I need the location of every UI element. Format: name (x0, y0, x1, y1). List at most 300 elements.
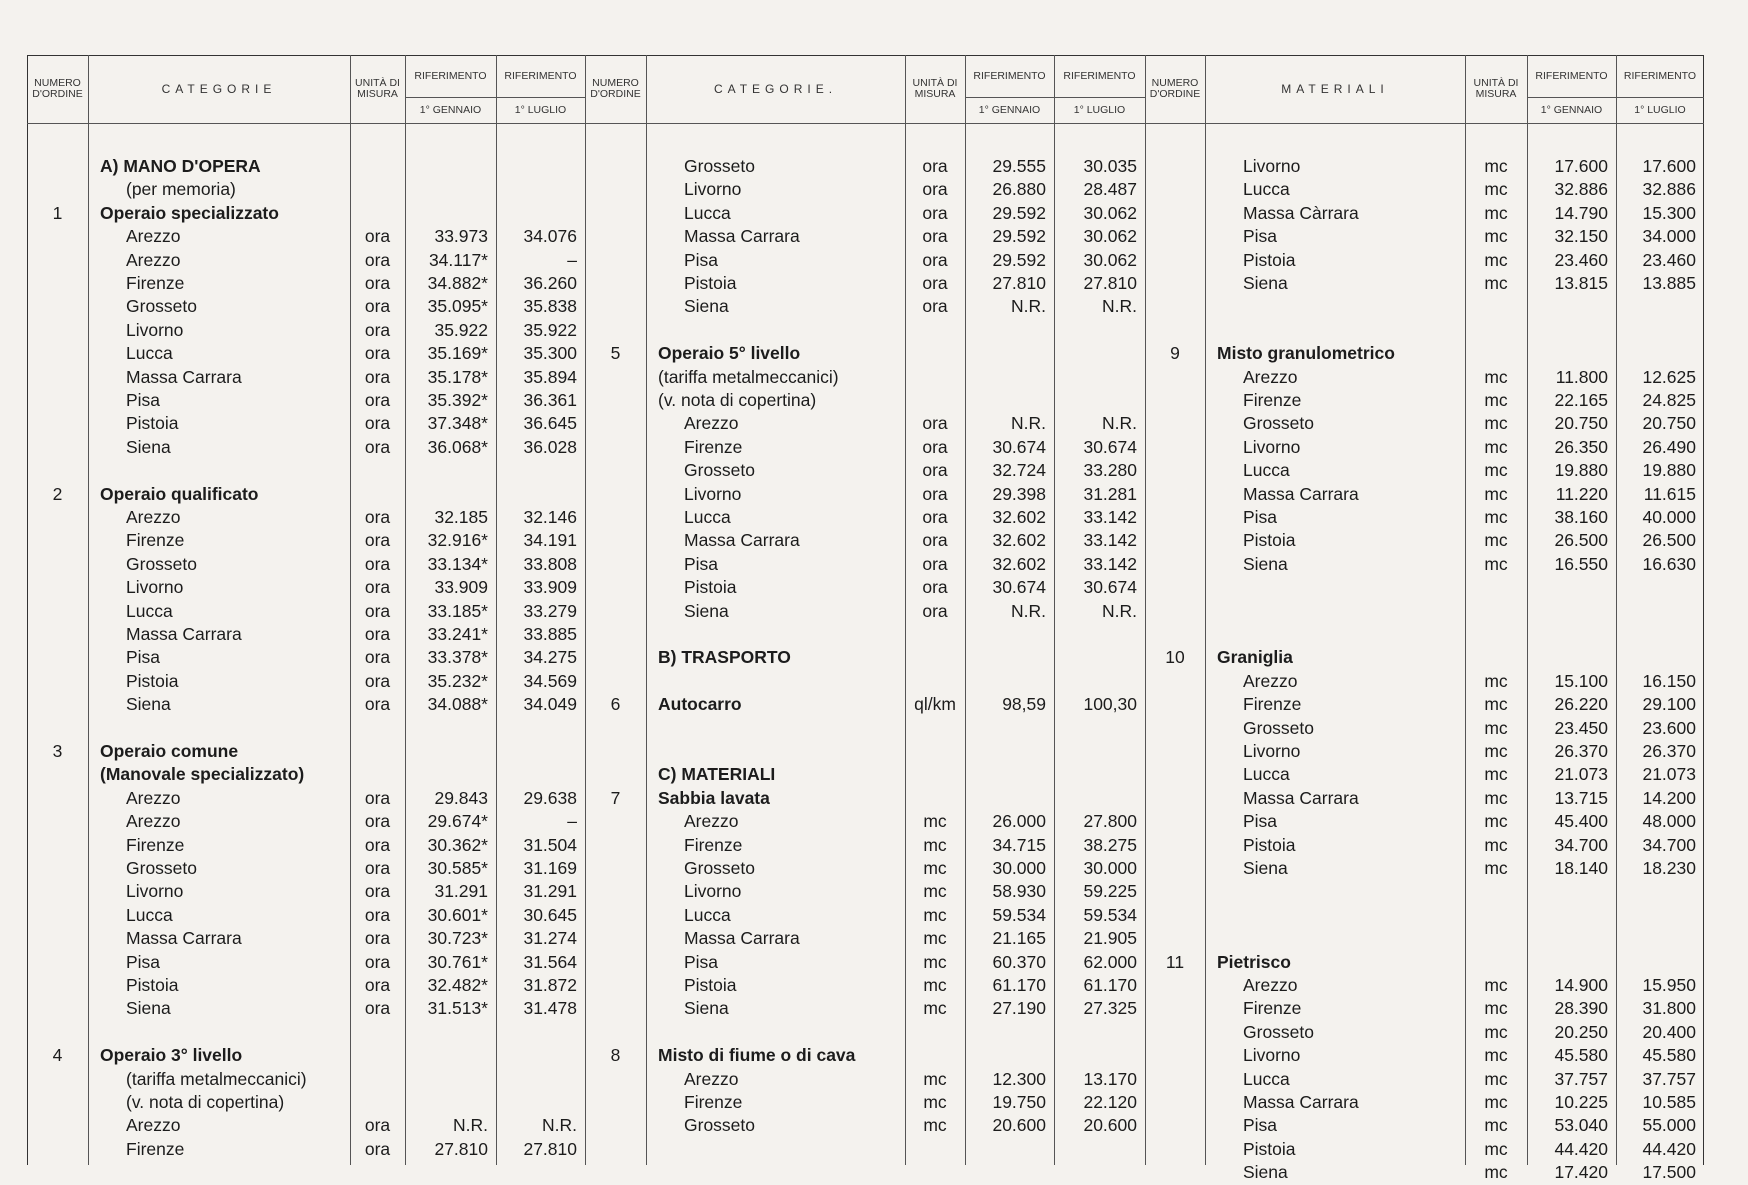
unit-of-measure: ora (364, 881, 391, 902)
row-number: 1 (52, 202, 63, 223)
province-name: Firenze (126, 273, 185, 293)
province-name: Arezzo (126, 507, 181, 527)
province-name: Arezzo (684, 413, 739, 434)
province-name: Lucca (1243, 179, 1290, 200)
value-january: 23.460 (1554, 249, 1608, 270)
province-name: Lucca (126, 904, 173, 925)
province-name: Massa Carrara (684, 928, 800, 949)
value-july: – (567, 249, 577, 270)
unit-of-measure: ora (364, 694, 391, 715)
value-july: 33.808 (523, 553, 577, 574)
value-january: 30.585* (427, 858, 488, 878)
value-july: 12.625 (1642, 366, 1696, 387)
value-january: 30.761* (427, 951, 488, 972)
value-january: 32.886 (1554, 179, 1608, 200)
value-january: 58.930 (992, 881, 1046, 902)
unit-of-measure: ora (364, 787, 391, 808)
province-name: Lucca (1243, 460, 1290, 481)
value-july: 33.885 (523, 624, 577, 644)
unit-of-measure: ora (922, 460, 948, 481)
value-july: 18.230 (1642, 858, 1696, 878)
province-name: Massa Carrara (1243, 787, 1359, 808)
unit-of-measure: ora (364, 904, 391, 925)
unit-of-measure: mc (923, 1115, 947, 1136)
category-title: Graniglia (1217, 647, 1293, 668)
header-riferimento: RIFERIMENTO (504, 69, 577, 82)
unit-of-measure: ora (364, 273, 391, 293)
value-january: 12.300 (992, 1068, 1046, 1089)
unit-of-measure: ora (364, 647, 391, 668)
unit-of-measure: mc (1484, 413, 1508, 434)
header-gennaio: 1° GENNAIO (1540, 103, 1603, 116)
value-january: 31.513* (427, 998, 488, 1019)
value-july: 27.325 (1083, 998, 1137, 1019)
value-july: 37.757 (1642, 1068, 1696, 1089)
value-july: 15.300 (1642, 202, 1696, 223)
row-number: 7 (610, 787, 621, 808)
unit-of-measure: ora (364, 670, 391, 691)
value-july: 34.700 (1642, 834, 1696, 855)
value-january: 36.068* (427, 436, 488, 457)
value-july: 59.534 (1083, 904, 1137, 925)
row-number: 5 (610, 343, 621, 364)
value-january: 20.250 (1554, 1021, 1608, 1042)
category-title: Pietrisco (1217, 951, 1291, 972)
value-january: 11.800 (1555, 366, 1608, 387)
value-july: 17.500 (1642, 1162, 1696, 1183)
value-january: 33.378* (427, 647, 488, 668)
unit-of-measure: mc (1484, 1162, 1508, 1183)
value-january: 53.040 (1554, 1115, 1608, 1136)
value-january: 35.392* (427, 390, 488, 410)
unit-of-measure: ora (364, 600, 391, 621)
province-name: Pisa (1243, 226, 1278, 247)
province-name: Pisa (684, 951, 719, 972)
value-january: 14.790 (1554, 202, 1608, 223)
province-name: Massa Carrara (1243, 1092, 1359, 1112)
province-name: Firenze (684, 436, 743, 457)
value-january: 35.232* (427, 670, 488, 691)
header-riferimento: RIFERIMENTO (414, 69, 487, 82)
unit-of-measure: ora (364, 366, 391, 387)
unit-of-measure: ora (922, 507, 948, 527)
province-name: Arezzo (126, 787, 181, 808)
value-january: 35.178* (427, 366, 488, 387)
unit-of-measure: mc (1484, 273, 1508, 293)
value-july: 33.909 (523, 577, 577, 598)
province-name: Arezzo (126, 1115, 181, 1136)
unit-of-measure: ora (922, 156, 948, 176)
value-january: N.R. (453, 1115, 488, 1136)
block-rule (1145, 55, 1146, 1165)
value-july: N.R. (1102, 413, 1137, 434)
province-name: Grosseto (684, 460, 755, 481)
unit-of-measure: ora (922, 202, 948, 223)
value-july: 34.191 (523, 530, 577, 551)
unit-of-measure: mc (1484, 249, 1508, 270)
category-title: Autocarro (658, 694, 742, 715)
header-categorie: CATEGORIE (161, 81, 277, 96)
unit-of-measure: mc (923, 811, 947, 832)
province-name: Massa Carrara (684, 226, 800, 247)
value-january: 32.602 (992, 553, 1046, 574)
unit-of-measure: mc (923, 834, 947, 855)
value-january: 26.350 (1554, 436, 1608, 457)
category-title: Operaio 3° livello (100, 1045, 243, 1066)
value-january: 98,59 (1002, 694, 1046, 715)
category-title: Misto granulometrico (1217, 343, 1395, 364)
unit-of-measure: ora (922, 249, 948, 270)
unit-of-measure: mc (1484, 834, 1508, 855)
unit-of-measure: ora (364, 577, 391, 598)
value-july: 100,30 (1083, 694, 1137, 715)
unit-of-measure: mc (1484, 553, 1508, 574)
province-name: Livorno (684, 179, 742, 200)
value-january: 32.482* (427, 975, 488, 995)
value-july: – (567, 811, 577, 832)
header-riferimento: RIFERIMENTO (973, 69, 1046, 82)
value-july: 35.838 (523, 296, 577, 317)
province-name: Livorno (1243, 741, 1301, 761)
value-january: 26.370 (1554, 741, 1608, 761)
unit-of-measure: mc (1484, 1021, 1508, 1042)
row-number: 4 (52, 1045, 63, 1066)
unit-of-measure: ora (364, 951, 391, 972)
category-title: Misto di fiume o di cava (658, 1045, 856, 1066)
unit-of-measure: mc (1484, 156, 1508, 176)
header-categorie: CATEGORIE. (713, 81, 838, 96)
unit-of-measure: ora (922, 179, 948, 200)
category-title: Operaio qualificato (100, 483, 259, 504)
value-july: 31.504 (523, 834, 577, 855)
province-name: Firenze (684, 1092, 743, 1112)
value-july: 55.000 (1642, 1115, 1696, 1136)
category-title: Sabbia lavata (658, 787, 770, 808)
header-numero: NUMERO D'ORDINE (590, 77, 641, 100)
value-july: 31.281 (1083, 483, 1137, 504)
value-july: 61.170 (1083, 975, 1137, 995)
header-luglio: 1° LUGLIO (514, 103, 567, 116)
value-january: 10.225 (1554, 1092, 1608, 1112)
unit-of-measure: ora (364, 553, 391, 574)
province-name: Livorno (126, 577, 184, 598)
header-luglio: 1° LUGLIO (1073, 103, 1126, 116)
unit-of-measure: mc (923, 858, 947, 878)
province-name: Arezzo (1243, 670, 1298, 691)
value-january: 21.073 (1554, 764, 1608, 785)
unit-of-measure: mc (1484, 694, 1508, 715)
value-july: 35.300 (523, 343, 577, 364)
unit-of-measure: ora (922, 413, 948, 434)
value-january: 34.088* (427, 694, 488, 715)
province-name: Pistoia (1243, 1138, 1296, 1159)
value-january: 32.150 (1554, 226, 1608, 247)
province-name: Lucca (1243, 764, 1290, 785)
province-name: Siena (126, 694, 171, 715)
value-july: 31.800 (1642, 998, 1696, 1019)
category-title: Operaio 5° livello (658, 343, 801, 364)
value-july: 13.885 (1642, 273, 1696, 293)
value-january: 61.170 (992, 975, 1046, 995)
value-january: 59.534 (992, 904, 1046, 925)
province-name: Pistoia (1243, 834, 1296, 855)
value-january: 23.450 (1554, 717, 1608, 738)
province-name: Livorno (1243, 1045, 1301, 1066)
province-name: Pisa (1243, 507, 1278, 527)
province-name: Arezzo (126, 811, 181, 832)
value-july: 23.460 (1642, 249, 1696, 270)
value-july: 36.645 (523, 413, 577, 434)
unit-of-measure: ora (922, 226, 948, 247)
value-july: 28.487 (1083, 179, 1137, 200)
province-name: Livorno (126, 319, 184, 340)
value-january: 20.600 (992, 1115, 1046, 1136)
value-july: 27.810 (1083, 273, 1137, 293)
unit-of-measure: mc (1484, 1138, 1508, 1159)
value-july: 26.490 (1642, 436, 1696, 457)
value-january: 30.601* (427, 904, 488, 925)
category-note: (tariffa metalmeccanici) (658, 366, 839, 387)
value-july: N.R. (1102, 296, 1137, 317)
unit-of-measure: mc (1484, 717, 1508, 738)
category-title: (Manovale specializzato) (100, 764, 305, 785)
province-name: Arezzo (1243, 366, 1298, 387)
province-name: Arezzo (1243, 975, 1298, 995)
unit-of-measure: ora (922, 296, 948, 317)
province-name: Pistoia (1243, 249, 1296, 270)
value-july: 10.585 (1642, 1092, 1696, 1112)
unit-of-measure: ora (364, 436, 391, 457)
unit-of-measure: ora (364, 507, 391, 527)
province-name: Massa Carrara (126, 624, 242, 644)
value-july: 34.000 (1642, 226, 1696, 247)
province-name: Arezzo (684, 811, 739, 832)
unit-of-measure: ora (364, 390, 391, 410)
value-july: 31.291 (523, 881, 577, 902)
section-title: B) TRASPORTO (658, 647, 791, 668)
header-riferimento: RIFERIMENTO (1623, 69, 1697, 82)
unit-of-measure: ora (922, 553, 948, 574)
value-july: 20.400 (1642, 1021, 1696, 1042)
value-january: 29.843 (434, 787, 488, 808)
value-july: 30.062 (1083, 226, 1137, 247)
value-january: 30.362* (427, 834, 488, 855)
value-july: 44.420 (1642, 1138, 1696, 1159)
province-name: Lucca (684, 202, 731, 223)
section-title: C) MATERIALI (658, 764, 776, 785)
unit-of-measure: ora (922, 577, 948, 598)
row-number: 9 (1170, 343, 1180, 364)
province-name: Pistoia (684, 273, 737, 293)
value-july: 33.142 (1083, 530, 1137, 551)
province-name: Pistoia (684, 975, 737, 995)
unit-of-measure: mc (1484, 179, 1508, 200)
unit-of-measure: ora (364, 249, 391, 270)
province-name: Grosseto (1243, 413, 1314, 434)
value-july: 30.062 (1083, 249, 1137, 270)
category-note: (tariffa metalmeccanici) (126, 1068, 307, 1089)
value-january: 14.900 (1554, 975, 1608, 995)
category-note: (per memoria) (126, 179, 236, 200)
province-name: Grosseto (126, 296, 197, 317)
value-july: 59.225 (1083, 881, 1137, 902)
value-july: 16.630 (1642, 553, 1696, 574)
header-unita: UNITÀ DI MISURA (355, 77, 400, 100)
province-name: Grosseto (126, 858, 197, 878)
province-name: Pistoia (684, 577, 737, 598)
value-july: 35.922 (523, 319, 577, 340)
unit-of-measure: mc (1484, 764, 1508, 785)
unit-of-measure: ora (364, 1138, 391, 1159)
value-january: 29.592 (992, 249, 1046, 270)
value-january: 29.674* (427, 811, 488, 832)
value-july: 45.580 (1642, 1045, 1696, 1066)
province-name: Siena (126, 436, 171, 457)
value-january: 29.592 (992, 202, 1046, 223)
province-name: Pisa (1243, 811, 1278, 832)
value-january: 16.550 (1554, 553, 1608, 574)
value-july: 34.076 (523, 226, 577, 247)
value-july: N.R. (542, 1115, 577, 1136)
value-january: 33.909 (434, 577, 488, 598)
unit-of-measure: ora (364, 226, 391, 247)
value-january: 60.370 (992, 951, 1046, 972)
province-name: Grosseto (1243, 717, 1314, 738)
value-july: 31.169 (523, 858, 577, 878)
province-name: Arezzo (684, 1068, 739, 1089)
unit-of-measure: mc (1484, 1115, 1508, 1136)
province-name: Massa Carrara (126, 366, 242, 387)
value-july: 31.564 (523, 951, 577, 972)
header-unita: UNITÀ DI MISURA (1473, 77, 1519, 100)
value-january: 32.185 (434, 507, 488, 527)
value-july: 31.274 (523, 928, 577, 949)
unit-of-measure: ora (922, 273, 948, 293)
unit-of-measure: mc (1484, 366, 1508, 387)
unit-of-measure: ora (922, 436, 948, 457)
province-name: Livorno (1243, 156, 1301, 176)
value-july: 30.062 (1083, 202, 1137, 223)
unit-of-measure: mc (1484, 787, 1508, 808)
header-riferimento: RIFERIMENTO (1535, 69, 1608, 82)
province-name: Lucca (126, 343, 173, 364)
header-unita: UNITÀ DI MISURA (912, 77, 958, 100)
value-january: 26.500 (1554, 530, 1608, 551)
value-july: 21.073 (1642, 764, 1696, 785)
value-january: 33.134* (427, 553, 488, 574)
value-january: 18.140 (1554, 858, 1608, 878)
value-july: 24.825 (1642, 390, 1696, 410)
province-name: Grosseto (684, 156, 755, 176)
value-january: 35.169* (427, 343, 488, 364)
unit-of-measure: mc (1484, 670, 1508, 691)
province-name: Firenze (126, 530, 185, 551)
value-july: 19.880 (1642, 460, 1696, 481)
unit-of-measure: mc (1484, 202, 1508, 223)
value-july: 21.905 (1083, 928, 1137, 949)
value-july: 30.000 (1083, 858, 1137, 878)
province-name: Pisa (126, 647, 161, 668)
province-name: Pistoia (126, 975, 179, 995)
value-january: 17.420 (1554, 1162, 1608, 1183)
province-name: Massa Carrara (126, 928, 242, 949)
value-january: 32.602 (992, 530, 1046, 551)
unit-of-measure: ora (364, 530, 391, 551)
unit-of-measure: ora (364, 928, 391, 949)
unit-of-measure: ora (364, 413, 391, 434)
value-july: 32.886 (1642, 179, 1696, 200)
value-july: 29.100 (1642, 694, 1696, 715)
value-january: 37.757 (1554, 1068, 1608, 1089)
value-january: N.R. (1011, 296, 1046, 317)
value-january: 21.165 (992, 928, 1046, 949)
unit-of-measure: mc (1484, 811, 1508, 832)
province-name: Pisa (126, 951, 161, 972)
value-july: 20.600 (1083, 1115, 1137, 1136)
row-number: 3 (52, 741, 63, 761)
unit-of-measure: ora (364, 834, 391, 855)
unit-of-measure: ora (364, 998, 391, 1019)
value-january: 33.241* (427, 624, 488, 644)
header-numero: NUMERO D'ORDINE (32, 77, 83, 100)
value-july: 23.600 (1642, 717, 1696, 738)
province-name: Lucca (684, 904, 731, 925)
unit-of-measure: mc (1484, 460, 1508, 481)
province-name: Pisa (684, 249, 719, 270)
unit-of-measure: mc (1484, 1068, 1508, 1089)
category-title: Operaio comune (100, 741, 239, 761)
value-july: 30.674 (1083, 577, 1137, 598)
value-july: 30.645 (523, 904, 577, 925)
unit-of-measure: ora (364, 1115, 391, 1136)
value-january: 34.715 (992, 834, 1046, 855)
province-name: Lucca (126, 600, 173, 621)
unit-of-measure: ora (922, 600, 948, 621)
province-name: Siena (684, 600, 729, 621)
unit-of-measure: mc (1484, 483, 1508, 504)
value-july: N.R. (1102, 600, 1137, 621)
value-july: 40.000 (1642, 507, 1696, 527)
value-january: 30.674 (992, 436, 1046, 457)
value-january: 30.000 (992, 858, 1046, 878)
value-july: 17.600 (1642, 156, 1696, 176)
unit-of-measure: mc (923, 928, 947, 949)
value-july: 62.000 (1083, 951, 1137, 972)
unit-of-measure: ora (364, 975, 391, 995)
value-january: 35.095* (427, 296, 488, 317)
value-january: 26.880 (992, 179, 1046, 200)
unit-of-measure: ora (364, 343, 391, 364)
value-july: 30.674 (1083, 436, 1137, 457)
unit-of-measure: mc (923, 951, 947, 972)
unit-of-measure: mc (923, 975, 947, 995)
province-name: Massa Carrara (1243, 483, 1359, 504)
value-january: 45.400 (1554, 811, 1608, 832)
value-january: 29.398 (992, 483, 1046, 504)
province-name: Pistoia (1243, 530, 1296, 551)
value-january: N.R. (1011, 600, 1046, 621)
value-january: 30.674 (992, 577, 1046, 598)
value-july: 26.500 (1642, 530, 1696, 551)
province-name: Siena (1243, 858, 1288, 878)
value-january: 27.810 (434, 1138, 488, 1159)
unit-of-measure: ora (364, 319, 391, 340)
unit-of-measure: ora (922, 530, 948, 551)
value-january: 19.880 (1554, 460, 1608, 481)
value-january: 13.715 (1554, 787, 1608, 808)
value-july: 36.260 (523, 273, 577, 293)
value-july: 11.615 (1643, 483, 1696, 504)
